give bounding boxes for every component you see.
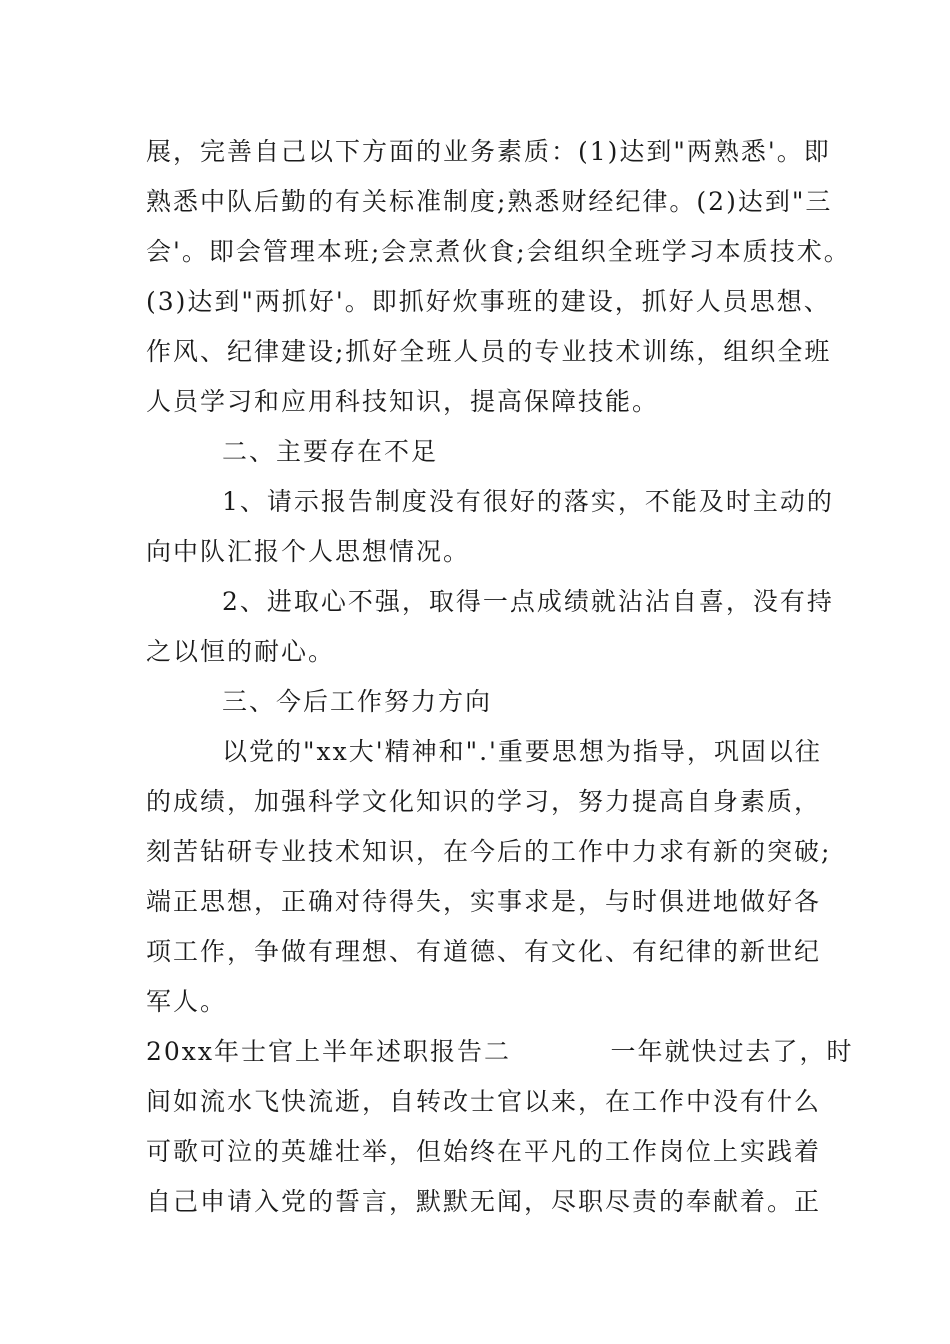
paragraph-line: 刻苦钻研专业技术知识，在今后的工作中力求有新的突破; [146,837,832,866]
paragraph-line: 1、请示报告制度没有很好的落实，不能及时主动的 [222,487,834,516]
paragraph-line: 展，完善自己以下方面的业务素质：(1)达到"两熟悉'。即 [146,137,831,166]
paragraph-line: 项工作，争做有理想、有道德、有文化、有纪律的新世纪 [146,937,822,966]
paragraph-line: 作风、纪律建设;抓好全班人员的专业技术训练，组织全班 [146,337,832,366]
paragraph-line: 之以恒的耐心。 [146,637,336,666]
report-title-line: 20xx年士官上半年述职报告二 一年就快过去了，时 [146,1037,854,1066]
paragraph-line: 可歌可泣的英雄壮举，但始终在平凡的工作岗位上实践着 [146,1137,822,1166]
paragraph-line: 熟悉中队后勤的有关标准制度;熟悉财经纪律。(2)达到"三 [146,187,833,216]
paragraph-line: 端正思想，正确对待得失，实事求是，与时俱进地做好各 [146,887,822,916]
section-heading: 三、今后工作努力方向 [222,687,493,716]
paragraph-line: 军人。 [146,987,228,1016]
paragraph-line: 向中队汇报个人思想情况。 [146,537,471,566]
paragraph-line: 2、进取心不强，取得一点成绩就沾沾自喜，没有持 [222,587,834,616]
section-heading: 二、主要存在不足 [222,437,439,466]
paragraph-line: (3)达到"两抓好'。即抓好炊事班的建设，抓好人员思想、 [146,287,831,316]
paragraph-line: 自己申请入党的誓言，默默无闻，尽职尽责的奉献着。正 [146,1187,822,1216]
paragraph-line: 间如流水飞快流逝，自转改士官以来，在工作中没有什么 [146,1087,822,1116]
paragraph-line: 以党的"xx大'精神和".'重要思想为指导，巩固以往 [222,737,822,766]
paragraph-line: 人员学习和应用科技知识，提高保障技能。 [146,387,660,416]
paragraph-line: 会'。即会管理本班;会烹煮伙食;会组织全班学习本质技术。 [146,237,851,266]
paragraph-line: 的成绩，加强科学文化知识的学习，努力提高自身素质， [146,787,822,816]
